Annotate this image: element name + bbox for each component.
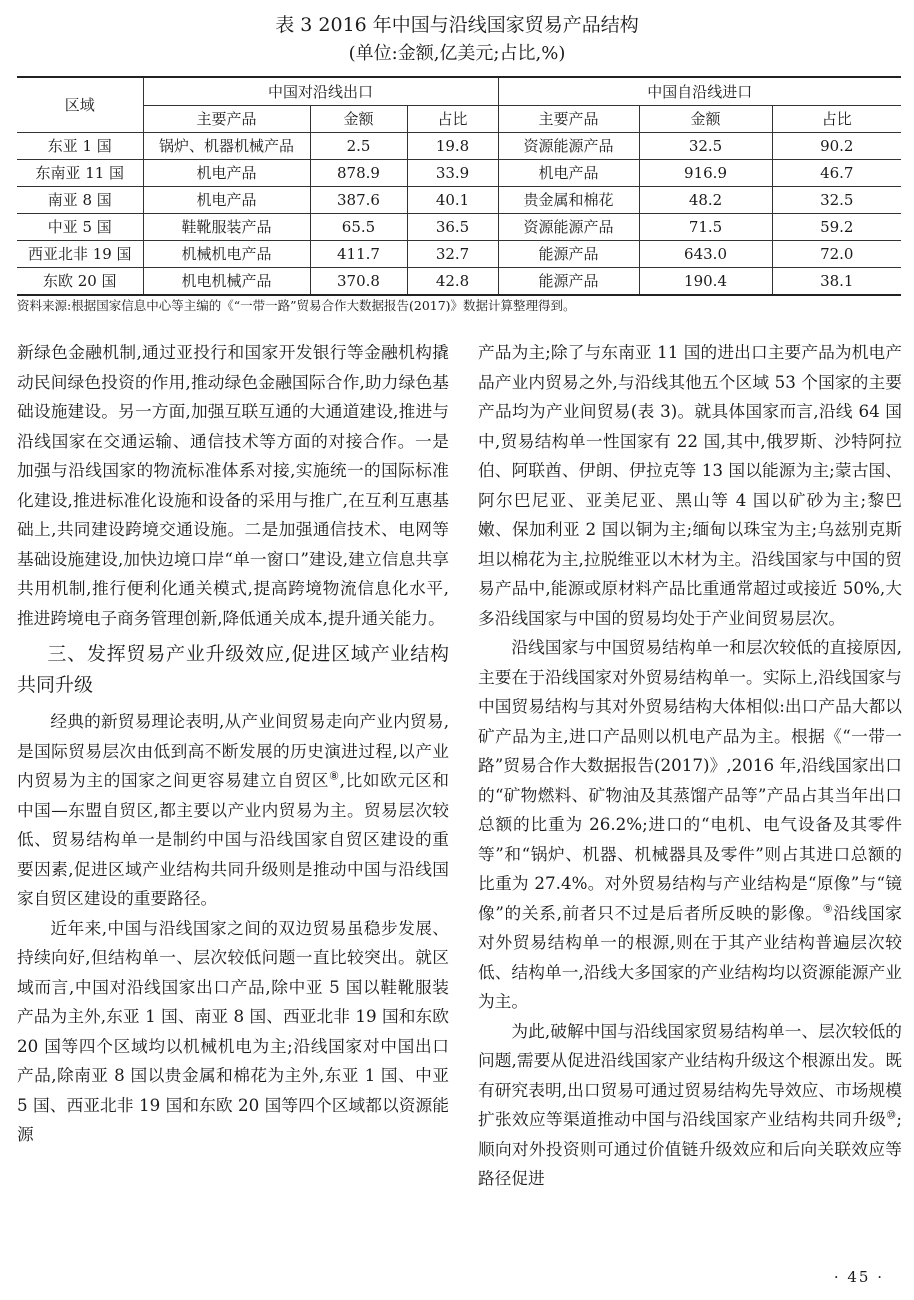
import-amount-cell: 916.9 bbox=[639, 160, 772, 187]
region-header: 区域 bbox=[17, 77, 143, 133]
import-product-cell: 机电产品 bbox=[498, 160, 639, 187]
import-amount-cell: 32.5 bbox=[639, 133, 772, 160]
body-paragraph bbox=[478, 1017, 902, 1194]
paragraph-text: 沿线国家与中国贸易结构单一和层次较低的直接原因,主要在于沿线国家对外贸易结构单一。实际上,沿线国家与中国贸易结构与其对外贸易结构大体相似:出口产品大都以矿产品为主,进口产品则以机电产品为主。根据《“一带一路”贸易合作大数据报告(2017)》,2016 年,沿线国家出口的“矿物燃料、矿物油及其蒸馏产品等”产品占其当年出口总额的比重为 26.2%;进口的“电机、电气设备及其零件等”和“锅炉、机器、机械器具及零件”则占其进口总额的比重为 27.4%。对外贸易结构与产业结构是“原像”与“镜像”的关系,前者只不过是后者所反映的影像。 bbox=[478, 637, 902, 923]
export-amount-cell: 411.7 bbox=[310, 241, 407, 268]
export-product-cell: 锅炉、机器机械产品 bbox=[143, 133, 310, 160]
import-share-cell: 90.2 bbox=[772, 133, 901, 160]
export-share-cell: 42.8 bbox=[407, 268, 498, 296]
export-product-cell: 机电产品 bbox=[143, 160, 310, 187]
body-paragraph: 新绿色金融机制,通过亚投行和国家开发银行等金融机构撬动民间绿色投资的作用,推动绿色金融国际合作,助力绿色基础设施建设。另一方面,加强互联互通的大通道建设,推进与沿线国家在交通运输、通信技术等方面的对接合作。一是加强与沿线国家的物流标准体系对接,实施统一的国际标准化建设,推进标准化设施和设备的采用与推广,在互利互惠基础上,共同建设跨境交通设施。二是加强通信技术、电网等基础设施建设,加快边境口岸“单一窗口”建设,建立信息共享共用机制,推行便利化通关模式,提高跨境物流信息化水平,推进跨境电子商务管理创新,降低通关成本,提升通关能力。 bbox=[17, 342, 449, 628]
table-source-note: 资料来源:根据国家信息中心等主编的《“一带一路”贸易合作大数据报告(2017)》数据计算整理得到。 bbox=[17, 298, 576, 313]
import-share-cell: 59.2 bbox=[772, 214, 901, 241]
footnote-marker: ⑨ bbox=[822, 901, 834, 915]
subheader-cell: 金额 bbox=[639, 106, 772, 133]
subheader-cell: 主要产品 bbox=[498, 106, 639, 133]
region-cell: 东亚 1 国 bbox=[17, 133, 143, 160]
paragraph-text: 经典的新贸易理论表明,从产业间贸易走向产业内贸易,是国际贸易层次由低到高不断发展的历史演进过程,以产业内贸易为主的国家之间更容易建立自贸区 bbox=[17, 711, 449, 790]
paragraph-text: ,比如欧元区和中国—东盟自贸区,都主要以产业内贸易为主。贸易层次较低、贸易结构单一是制约中国与沿线国家自贸区建设的重要因素,促进区域产业结构共同升级则是推动中国与沿线国家自贸区建设的重要路径。 bbox=[17, 770, 449, 908]
export-share-cell: 36.5 bbox=[407, 214, 498, 241]
import-amount-cell: 643.0 bbox=[639, 241, 772, 268]
footnote-marker: ⑩ bbox=[886, 1108, 897, 1122]
subheader-cell: 占比 bbox=[407, 106, 498, 133]
table-row bbox=[17, 241, 901, 268]
import-product-cell: 贵金属和棉花 bbox=[498, 187, 639, 214]
export-header: 中国对沿线出口 bbox=[143, 77, 498, 106]
table-row bbox=[17, 160, 901, 187]
export-share-cell: 33.9 bbox=[407, 160, 498, 187]
export-amount-cell: 370.8 bbox=[310, 268, 407, 296]
import-amount-cell: 190.4 bbox=[639, 268, 772, 296]
page-number: · 45 · bbox=[833, 1268, 884, 1286]
export-product-cell: 机电产品 bbox=[143, 187, 310, 214]
region-cell: 东南亚 11 国 bbox=[17, 160, 143, 187]
table-header-row bbox=[17, 77, 901, 106]
table-row bbox=[17, 187, 901, 214]
export-amount-cell: 387.6 bbox=[310, 187, 407, 214]
footnote-marker: ⑧ bbox=[329, 769, 340, 783]
export-share-cell: 19.8 bbox=[407, 133, 498, 160]
body-paragraph bbox=[478, 633, 902, 1017]
import-header: 中国自沿线进口 bbox=[498, 77, 901, 106]
import-product-cell: 资源能源产品 bbox=[498, 214, 639, 241]
table-row bbox=[17, 268, 901, 296]
left-column bbox=[17, 338, 449, 1150]
body-paragraph: 产品为主;除了与东南亚 11 国的进出口主要产品为机电产品产业内贸易之外,与沿线其他五个区域 53 个国家的主要产品均为产业间贸易(表 3)。就具体国家而言,沿线 64 国中,贸易结构单一性国家有 22 国,其中,俄罗斯、沙特阿拉伯、阿联酋、伊朗、伊拉克等 13 国以能源为主;蒙古国、阿尔巴尼亚、亚美尼亚、黑山等 4 国以矿砂为主;黎巴嫩、保加利亚 2 国以铜为主;缅甸以珠宝为主;乌兹别克斯坦以棉花为主,拉脱维亚以木材为主。沿线国家与中国的贸易产品中,能源或原材料产品比重通常超过或接近 50%,大多沿线国家与中国的贸易均处于产业间贸易层次。 bbox=[478, 342, 902, 628]
table-row bbox=[17, 133, 901, 160]
import-product-cell: 能源产品 bbox=[498, 268, 639, 296]
export-share-cell: 40.1 bbox=[407, 187, 498, 214]
region-cell: 中亚 5 国 bbox=[17, 214, 143, 241]
paragraph-text: 为此,破解中国与沿线国家贸易结构单一、层次较低的问题,需要从促进沿线国家产业结构升级这个根源出发。既有研究表明,出口贸易可通过贸易结构先导效应、市场规模扩张效应等渠道推动中国与沿线国家产业结构共同升级 bbox=[478, 1020, 902, 1129]
import-share-cell: 46.7 bbox=[772, 160, 901, 187]
export-product-cell: 鞋靴服装产品 bbox=[143, 214, 310, 241]
subheader-cell: 占比 bbox=[772, 106, 901, 133]
import-amount-cell: 48.2 bbox=[639, 187, 772, 214]
table-unit: (单位:金额,亿美元;占比,%) bbox=[348, 43, 566, 64]
import-share-cell: 32.5 bbox=[772, 187, 901, 214]
import-share-cell: 38.1 bbox=[772, 268, 901, 296]
body-paragraph bbox=[17, 707, 449, 914]
export-product-cell: 机械机电产品 bbox=[143, 241, 310, 268]
export-amount-cell: 878.9 bbox=[310, 160, 407, 187]
subheader-cell: 金额 bbox=[310, 106, 407, 133]
table-title: 表 3 2016 年中国与沿线国家贸易产品结构 bbox=[275, 14, 639, 36]
table-row bbox=[17, 214, 901, 241]
paragraph-text: ;顺向对外投资则可通过价值链升级效应和后向关联效应等路径促进 bbox=[478, 1109, 902, 1188]
right-column bbox=[478, 338, 902, 1194]
region-cell: 南亚 8 国 bbox=[17, 187, 143, 214]
region-cell: 东欧 20 国 bbox=[17, 268, 143, 296]
body-paragraph: 近年来,中国与沿线国家之间的双边贸易虽稳步发展、持续向好,但结构单一、层次较低问题一直比较突出。就区域而言,中国对沿线国家出口产品,除中亚 5 国以鞋靴服装产品为主外,东亚 1 国、南亚 8 国、西亚北非 19 国和东欧 20 国等四个区域均以机械机电为主;沿线国家对中国出口产品,除南亚 8 国以贵金属和棉花为主外,东亚 1 国、中亚 5 国、西亚北非 19 国和东欧 20 国等四个区域都以资源能源 bbox=[17, 917, 449, 1144]
import-amount-cell: 71.5 bbox=[639, 214, 772, 241]
region-cell: 西亚北非 19 国 bbox=[17, 241, 143, 268]
import-product-cell: 能源产品 bbox=[498, 241, 639, 268]
export-amount-cell: 65.5 bbox=[310, 214, 407, 241]
trade-structure-table bbox=[17, 76, 901, 296]
paragraph-text: 沿线国家对外贸易结构单一的根源,则在于其产业结构普遍层次较低、结构单一,沿线大多国家的产业结构均以资源能源产业为主。 bbox=[478, 902, 902, 1011]
section-heading: 三、发挥贸易产业升级效应,促进区域产业结构共同升级 bbox=[17, 643, 449, 696]
import-product-cell: 资源能源产品 bbox=[498, 133, 639, 160]
export-product-cell: 机电机械产品 bbox=[143, 268, 310, 296]
subheader-cell: 主要产品 bbox=[143, 106, 310, 133]
import-share-cell: 72.0 bbox=[772, 241, 901, 268]
export-amount-cell: 2.5 bbox=[310, 133, 407, 160]
table-subheader-row bbox=[17, 106, 901, 133]
export-share-cell: 32.7 bbox=[407, 241, 498, 268]
